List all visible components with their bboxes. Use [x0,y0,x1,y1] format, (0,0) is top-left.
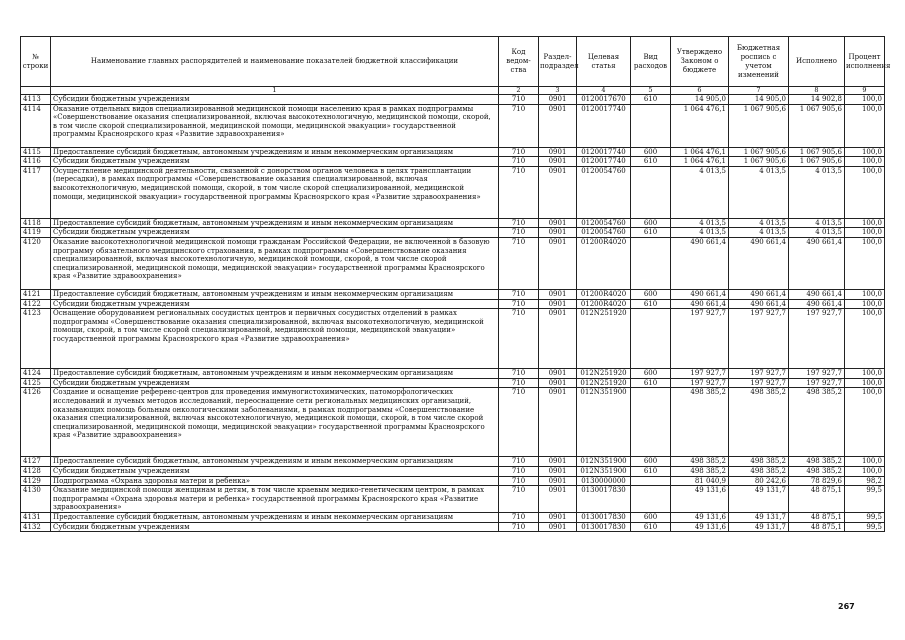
row-budget-list: 1 067 905,6 [729,157,789,167]
row-budget-list: 197 927,7 [729,369,789,379]
row-target: 0120054760 [577,218,631,228]
row-budget-list: 4 013,5 [729,166,789,218]
row-approved: 49 131,6 [671,486,729,513]
row-dept-code: 710 [499,228,539,238]
row-budget-list: 498 385,2 [729,388,789,457]
row-section: 0901 [539,289,577,299]
row-dept-code: 710 [499,486,539,513]
header-section: Раздел-подраздел [539,37,577,87]
row-name: Создание и оснащение референс-центров для проведения иммуногистохимических, патоморфологических исследований и лучевых методов исследований, переоснащение сети региональных медицинских организаций, оказывающих помощь больным онкологическими заболеваниями, в рамках подпрограммы «Совершенствование оказания специализированной, включая высокотехнологичную, медицинской помощи, скорой, в том числе скорой специализированной, медицинской помощи, медицинской эвакуации» государственной программы Красноярского края «Развитие здравоохранения» [51,388,499,457]
row-expense-type: 610 [631,95,671,105]
row-percent: 100,0 [845,299,885,309]
row-expense-type: 600 [631,147,671,157]
row-section: 0901 [539,95,577,105]
row-percent: 100,0 [845,457,885,467]
table-row [21,512,885,522]
row-budget-list: 4 013,5 [729,228,789,238]
table-row [21,369,885,379]
report-page [20,36,891,532]
row-section: 0901 [539,218,577,228]
column-number: 2 [499,87,539,95]
row-executed: 14 902,8 [789,95,845,105]
row-approved: 81 040,9 [671,476,729,486]
header-dept-code: Код ведом-ства [499,37,539,87]
table-row [21,95,885,105]
row-section: 0901 [539,147,577,157]
row-percent: 100,0 [845,237,885,289]
column-number: 1 [51,87,499,95]
row-target: 0120054760 [577,166,631,218]
row-name: Оснащение оборудованием региональных сосудистых центров и первичных сосудистых отделений в рамках подпрограммы «Совершенствование оказания специализированной, включая высокотехнологичную, медицинской помощи, скорой, в том числе скорой специализированной, медицинской помощи, медицинской эвакуации» государственной программы Красноярского края «Развитие здравоохранения» [51,309,499,369]
row-section: 0901 [539,486,577,513]
row-dept-code: 710 [499,388,539,457]
row-executed: 498 385,2 [789,388,845,457]
row-dept-code: 710 [499,218,539,228]
row-expense-type: 610 [631,466,671,476]
row-budget-list: 490 661,4 [729,289,789,299]
row-percent: 100,0 [845,104,885,147]
row-budget-list: 49 131,7 [729,512,789,522]
row-percent: 100,0 [845,388,885,457]
header-target: Целевая статья [577,37,631,87]
row-name: Субсидии бюджетным учреждениям [51,299,499,309]
table-row [21,166,885,218]
row-target: 012N251920 [577,378,631,388]
table-row [21,466,885,476]
row-target: 01200R4020 [577,289,631,299]
row-name: Субсидии бюджетным учреждениям [51,95,499,105]
row-percent: 99,5 [845,512,885,522]
row-target: 012N251920 [577,309,631,369]
row-section: 0901 [539,104,577,147]
row-name: Предоставление субсидий бюджетным, автономным учреждениям и иным некоммерческим организациям [51,289,499,299]
row-target: 012N351900 [577,388,631,457]
column-number [21,87,51,95]
row-approved: 498 385,2 [671,388,729,457]
row-budget-list: 49 131,7 [729,522,789,532]
row-executed: 197 927,7 [789,369,845,379]
row-section: 0901 [539,466,577,476]
row-executed: 1 067 905,6 [789,157,845,167]
row-approved: 490 661,4 [671,289,729,299]
row-executed: 1 067 905,6 [789,104,845,147]
header-budget-list: Бюджетная роспись с учетом изменений [729,37,789,87]
row-dept-code: 710 [499,457,539,467]
row-section: 0901 [539,378,577,388]
row-name: Оказание отдельных видов специализированной медицинской помощи населению края в рамках подпрограммы «Совершенствование оказания специализированной, включая высокотехнологичную, медицинской помощи, скорой, в том числе скорой специализированной, медицинской помощи, медицинской эвакуации» государственной программы Красноярского края «Развитие здравоохранения» [51,104,499,147]
row-executed: 197 927,7 [789,309,845,369]
row-percent: 100,0 [845,218,885,228]
row-dept-code: 710 [499,512,539,522]
row-name: Субсидии бюджетным учреждениям [51,157,499,167]
row-approved: 4 013,5 [671,218,729,228]
row-target: 0120017670 [577,95,631,105]
row-section: 0901 [539,157,577,167]
column-number: 5 [631,87,671,95]
row-percent: 100,0 [845,466,885,476]
row-dept-code: 710 [499,289,539,299]
row-name: Субсидии бюджетным учреждениям [51,378,499,388]
table-row [21,299,885,309]
row-number: 4116 [21,157,51,167]
row-expense-type: 600 [631,289,671,299]
row-executed: 490 661,4 [789,299,845,309]
row-expense-type: 610 [631,522,671,532]
row-section: 0901 [539,309,577,369]
table-row [21,476,885,486]
row-target: 0120017740 [577,157,631,167]
row-percent: 100,0 [845,378,885,388]
row-percent: 99,5 [845,486,885,513]
row-number: 4124 [21,369,51,379]
row-expense-type: 600 [631,512,671,522]
row-expense-type: 610 [631,378,671,388]
row-dept-code: 710 [499,95,539,105]
row-number: 4128 [21,466,51,476]
row-name: Субсидии бюджетным учреждениям [51,228,499,238]
row-number: 4118 [21,218,51,228]
row-budget-list: 197 927,7 [729,378,789,388]
table-row [21,218,885,228]
row-name: Субсидии бюджетным учреждениям [51,522,499,532]
row-target: 0120017740 [577,104,631,147]
row-name: Предоставление субсидий бюджетным, автономным учреждениям и иным некоммерческим организациям [51,218,499,228]
column-number: 4 [577,87,631,95]
row-percent: 98,2 [845,476,885,486]
row-executed: 498 385,2 [789,457,845,467]
row-approved: 49 131,6 [671,512,729,522]
header-approved: Утверждено Законом о бюджете [671,37,729,87]
row-budget-list: 80 242,6 [729,476,789,486]
table-row [21,457,885,467]
row-executed: 4 013,5 [789,218,845,228]
row-expense-type: 610 [631,157,671,167]
table-row [21,378,885,388]
table-body [21,95,885,532]
row-dept-code: 710 [499,147,539,157]
row-dept-code: 710 [499,476,539,486]
row-expense-type: 600 [631,369,671,379]
column-number: 6 [671,87,729,95]
row-number: 4130 [21,486,51,513]
row-expense-type: 610 [631,299,671,309]
row-approved: 4 013,5 [671,166,729,218]
row-dept-code: 710 [499,369,539,379]
row-target: 012N251920 [577,369,631,379]
row-number: 4123 [21,309,51,369]
row-expense-type [631,166,671,218]
row-dept-code: 710 [499,378,539,388]
table-row [21,157,885,167]
row-executed: 4 013,5 [789,228,845,238]
header-executed: Исполнено [789,37,845,87]
row-section: 0901 [539,476,577,486]
row-name: Субсидии бюджетным учреждениям [51,466,499,476]
row-expense-type [631,486,671,513]
row-approved: 1 064 476,1 [671,104,729,147]
row-percent: 100,0 [845,369,885,379]
header-row-no: № строки [21,37,51,87]
row-number: 4122 [21,299,51,309]
table-row [21,486,885,513]
row-executed: 4 013,5 [789,166,845,218]
row-budget-list: 490 661,4 [729,237,789,289]
row-approved: 498 385,2 [671,466,729,476]
row-dept-code: 710 [499,466,539,476]
row-section: 0901 [539,237,577,289]
row-target: 012N351900 [577,466,631,476]
table-row [21,147,885,157]
row-number: 4129 [21,476,51,486]
row-name: Осуществление медицинской деятельности, связанной с донорством органов человека в целях трансплантации (пересадки), в рамках подпрограммы «Совершенствование оказания специализированной, включая высокотехнологичную, медицинской помощи, скорой, в том числе скорой специализированной, медицинской помощи, медицинской эвакуации» государственной программы Красноярского края «Развитие здравоохранения» [51,166,499,218]
row-budget-list: 498 385,2 [729,466,789,476]
header-row [21,37,885,87]
table-row [21,289,885,299]
row-budget-list: 490 661,4 [729,299,789,309]
row-number: 4125 [21,378,51,388]
row-expense-type [631,237,671,289]
row-percent: 100,0 [845,228,885,238]
row-section: 0901 [539,369,577,379]
row-expense-type [631,309,671,369]
row-expense-type: 600 [631,457,671,467]
row-executed: 197 927,7 [789,378,845,388]
row-number: 4117 [21,166,51,218]
row-name: Предоставление субсидий бюджетным, автономным учреждениям и иным некоммерческим организациям [51,512,499,522]
row-number: 4115 [21,147,51,157]
row-name: Предоставление субсидий бюджетным, автономным учреждениям и иным некоммерческим организациям [51,147,499,157]
row-percent: 100,0 [845,95,885,105]
column-number: 3 [539,87,577,95]
header-expense-type: Вид расходов [631,37,671,87]
header-percent: Процент исполнения [845,37,885,87]
table-row [21,104,885,147]
row-target: 01200R4020 [577,237,631,289]
row-executed: 48 875,1 [789,486,845,513]
row-number: 4126 [21,388,51,457]
row-name: Предоставление субсидий бюджетным, автономным учреждениям и иным некоммерческим организациям [51,369,499,379]
row-approved: 490 661,4 [671,299,729,309]
row-number: 4131 [21,512,51,522]
budget-table [20,36,891,532]
row-target: 0120017740 [577,147,631,157]
table-row [21,388,885,457]
row-budget-list: 49 131,7 [729,486,789,513]
row-approved: 197 927,7 [671,309,729,369]
row-section: 0901 [539,512,577,522]
row-budget-list: 1 067 905,6 [729,104,789,147]
row-dept-code: 710 [499,104,539,147]
row-executed: 490 661,4 [789,237,845,289]
row-number: 4119 [21,228,51,238]
row-expense-type [631,104,671,147]
row-approved: 14 905,0 [671,95,729,105]
page-number: 267 [838,602,855,611]
row-approved: 197 927,7 [671,369,729,379]
column-number: 9 [845,87,885,95]
row-target: 0130017830 [577,512,631,522]
row-section: 0901 [539,228,577,238]
row-name: Оказание высокотехнологичной медицинской помощи гражданам Российской Федерации, не включенной в базовую программу обязательного медицинского страхования, в рамках подпрограммы «Совершенствование оказания специализированной, включая высокотехнологичную, медицинской помощи, скорой, в том числе скорой специализированной, медицинской помощи, медицинской эвакуации» государственной программы Красноярского края «Развитие здравоохранения» [51,237,499,289]
row-dept-code: 710 [499,157,539,167]
row-target: 0130000000 [577,476,631,486]
row-number: 4132 [21,522,51,532]
row-dept-code: 710 [499,522,539,532]
row-dept-code: 710 [499,237,539,289]
row-number: 4121 [21,289,51,299]
row-percent: 100,0 [845,166,885,218]
row-target: 012N351900 [577,457,631,467]
row-expense-type [631,388,671,457]
row-executed: 490 661,4 [789,289,845,299]
column-number: 8 [789,87,845,95]
row-target: 0120054760 [577,228,631,238]
row-approved: 490 661,4 [671,237,729,289]
row-target: 0130017830 [577,522,631,532]
table-row [21,522,885,532]
row-dept-code: 710 [499,309,539,369]
column-number: 7 [729,87,789,95]
row-executed: 48 875,1 [789,522,845,532]
row-budget-list: 498 385,2 [729,457,789,467]
row-approved: 4 013,5 [671,228,729,238]
row-name: Оказание медицинской помощи женщинам и детям, в том числе краевым медико-генетическим центром, в рамках подпрограммы «Охрана здоровья матери и ребенка» государственной программы Красноярского края «Развитие здравоохранения» [51,486,499,513]
row-executed: 78 829,6 [789,476,845,486]
row-section: 0901 [539,388,577,457]
row-percent: 99,5 [845,522,885,532]
row-section: 0901 [539,299,577,309]
row-approved: 197 927,7 [671,378,729,388]
row-budget-list: 197 927,7 [729,309,789,369]
row-budget-list: 4 013,5 [729,218,789,228]
row-name: Предоставление субсидий бюджетным, автономным учреждениям и иным некоммерческим организациям [51,457,499,467]
row-target: 01200R4020 [577,299,631,309]
row-budget-list: 1 067 905,6 [729,147,789,157]
row-expense-type: 610 [631,228,671,238]
row-budget-list: 14 905,0 [729,95,789,105]
row-approved: 1 064 476,1 [671,157,729,167]
row-executed: 48 875,1 [789,512,845,522]
row-expense-type: 600 [631,218,671,228]
row-approved: 498 385,2 [671,457,729,467]
table-row [21,309,885,369]
row-dept-code: 710 [499,299,539,309]
row-percent: 100,0 [845,157,885,167]
row-section: 0901 [539,457,577,467]
row-dept-code: 710 [499,166,539,218]
table-row [21,237,885,289]
row-number: 4127 [21,457,51,467]
row-approved: 1 064 476,1 [671,147,729,157]
row-expense-type [631,476,671,486]
row-section: 0901 [539,522,577,532]
row-percent: 100,0 [845,309,885,369]
row-percent: 100,0 [845,147,885,157]
row-percent: 100,0 [845,289,885,299]
row-approved: 49 131,6 [671,522,729,532]
row-number: 4114 [21,104,51,147]
row-name: Подпрограмма «Охрана здоровья матери и ребенка» [51,476,499,486]
row-executed: 498 385,2 [789,466,845,476]
row-number: 4120 [21,237,51,289]
row-executed: 1 067 905,6 [789,147,845,157]
row-number: 4113 [21,95,51,105]
header-name: Наименование главных распорядителей и наименование показателей бюджетной классификации [51,37,499,87]
column-number-row [21,87,885,95]
row-section: 0901 [539,166,577,218]
table-row [21,228,885,238]
row-target: 0130017830 [577,486,631,513]
